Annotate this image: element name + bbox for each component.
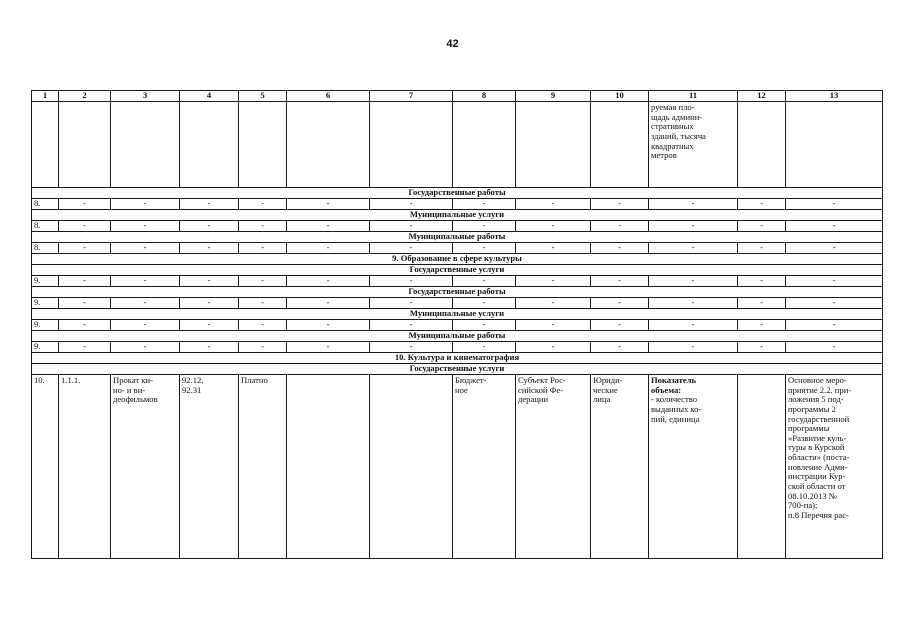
section-heading: Муниципальные услуги (32, 309, 883, 320)
dash-cell: - (649, 199, 738, 210)
dash-cell: - (239, 199, 287, 210)
section-heading-row (32, 331, 883, 342)
dash-cell: - (287, 298, 370, 309)
table-cell (59, 102, 111, 188)
dash-cell: - (738, 320, 786, 331)
dash-cell: - (738, 342, 786, 353)
okved-codes: 92.12, 92.31 (180, 375, 239, 559)
dash-cell: - (287, 199, 370, 210)
dash-cell: - (591, 276, 649, 287)
dash-cell: - (738, 298, 786, 309)
section-heading-row (32, 364, 883, 375)
dash-cell: - (180, 276, 239, 287)
header-cell: 9 (516, 91, 591, 102)
dash-cell: - (239, 342, 287, 353)
section-heading: Муниципальные работы (32, 232, 883, 243)
header-cell: 12 (738, 91, 786, 102)
table-row (32, 375, 883, 559)
table-row (32, 276, 883, 287)
service-name: Прокат ки- но- и ви- деофильмов (111, 375, 180, 559)
section-heading-row (32, 265, 883, 276)
table-row (32, 199, 883, 210)
dash-cell: - (649, 320, 738, 331)
section-heading-row (32, 188, 883, 199)
section-heading: 9. Образование в сфере культуры (32, 254, 883, 265)
dash-cell: - (111, 342, 180, 353)
section-heading: Государственные услуги (32, 364, 883, 375)
table-cell (738, 102, 786, 188)
provider: Субъект Рос- сийской Фе- дерации (516, 375, 591, 559)
dash-cell: - (370, 342, 453, 353)
services-table (31, 90, 883, 559)
header-cell: 1 (32, 91, 59, 102)
dash-cell: - (591, 199, 649, 210)
dash-cell: - (180, 342, 239, 353)
row-number: 9. (32, 276, 59, 287)
table-cell (239, 102, 287, 188)
dash-cell: - (516, 199, 591, 210)
table-cell (180, 102, 239, 188)
dash-cell: - (111, 298, 180, 309)
dash-cell: - (649, 342, 738, 353)
dash-cell: - (111, 221, 180, 232)
dash-cell: - (111, 276, 180, 287)
indicator-body: - количество выданных ко- пий, единица (651, 394, 702, 424)
section-heading-row (32, 232, 883, 243)
dash-cell: - (59, 243, 111, 254)
dash-cell: - (516, 243, 591, 254)
dash-cell: - (786, 298, 883, 309)
dash-cell: - (453, 276, 516, 287)
section-heading-row (32, 353, 883, 364)
header-cell: 6 (287, 91, 370, 102)
table-row (32, 221, 883, 232)
dash-cell: - (287, 342, 370, 353)
table-row (32, 342, 883, 353)
dash-cell: - (591, 298, 649, 309)
dash-cell: - (786, 276, 883, 287)
dash-cell: - (786, 199, 883, 210)
dash-cell: - (516, 342, 591, 353)
dash-cell: - (453, 342, 516, 353)
consumers: Юриди- ческие лица (591, 375, 649, 559)
page-number: 42 (446, 38, 459, 50)
indicator-cell (649, 375, 738, 559)
section-heading-row (32, 287, 883, 298)
row-number: 8. (32, 243, 59, 254)
table-cell (111, 102, 180, 188)
dash-cell: - (59, 320, 111, 331)
header-cell: 10 (591, 91, 649, 102)
dash-cell: - (738, 221, 786, 232)
table-cell (370, 375, 453, 559)
dash-cell: - (59, 199, 111, 210)
dash-cell: - (287, 221, 370, 232)
funding-type: Бюджет- ное (453, 375, 516, 559)
dash-cell: - (239, 221, 287, 232)
dash-cell: - (370, 199, 453, 210)
section-heading: Муниципальные работы (32, 331, 883, 342)
dash-cell: - (180, 221, 239, 232)
section-heading: 10. Культура и кинематография (32, 353, 883, 364)
dash-cell: - (786, 243, 883, 254)
dash-cell: - (649, 243, 738, 254)
section-heading: Государственные работы (32, 188, 883, 199)
dash-cell: - (59, 276, 111, 287)
dash-cell: - (738, 243, 786, 254)
dash-cell: - (453, 199, 516, 210)
dash-cell: - (59, 221, 111, 232)
item-code: 1.1.1. (59, 375, 111, 559)
table-cell (453, 102, 516, 188)
dash-cell: - (516, 320, 591, 331)
dash-cell: - (370, 298, 453, 309)
dash-cell: - (111, 243, 180, 254)
dash-cell: - (453, 320, 516, 331)
row-number: 10. (32, 375, 59, 559)
table-row (32, 320, 883, 331)
section-heading: Государственные работы (32, 287, 883, 298)
table-row (32, 243, 883, 254)
dash-cell: - (287, 320, 370, 331)
dash-cell: - (287, 243, 370, 254)
row-number: 9. (32, 342, 59, 353)
table-cell (738, 375, 786, 559)
header-row (32, 91, 883, 102)
dash-cell: - (453, 298, 516, 309)
header-cell: 11 (649, 91, 738, 102)
dash-cell: - (649, 298, 738, 309)
row-number: 9. (32, 320, 59, 331)
table-row (32, 298, 883, 309)
header-cell: 13 (786, 91, 883, 102)
dash-cell: - (516, 298, 591, 309)
dash-cell: - (59, 298, 111, 309)
dash-cell: - (786, 342, 883, 353)
dash-cell: - (239, 298, 287, 309)
dash-cell: - (786, 221, 883, 232)
table-cell (287, 102, 370, 188)
dash-cell: - (111, 199, 180, 210)
header-cell: 3 (111, 91, 180, 102)
dash-cell: - (591, 243, 649, 254)
table-cell (370, 102, 453, 188)
dash-cell: - (738, 276, 786, 287)
dash-cell: - (649, 276, 738, 287)
header-cell: 7 (370, 91, 453, 102)
row-number: 9. (32, 298, 59, 309)
dash-cell: - (239, 320, 287, 331)
continuation-row (32, 102, 883, 188)
header-cell: 8 (453, 91, 516, 102)
table-cell (32, 102, 59, 188)
dash-cell: - (239, 276, 287, 287)
dash-cell: - (370, 221, 453, 232)
section-heading: Государственные услуги (32, 265, 883, 276)
header-cell: 4 (180, 91, 239, 102)
dash-cell: - (239, 243, 287, 254)
dash-cell: - (516, 221, 591, 232)
dash-cell: - (591, 320, 649, 331)
dash-cell: - (180, 243, 239, 254)
section-heading-row (32, 254, 883, 265)
dash-cell: - (370, 320, 453, 331)
dash-cell: - (180, 199, 239, 210)
row-number: 8. (32, 221, 59, 232)
section-heading-row (32, 309, 883, 320)
table-cell (591, 102, 649, 188)
dash-cell: - (453, 243, 516, 254)
dash-cell: - (591, 342, 649, 353)
row-number: 8. (32, 199, 59, 210)
payment-type: Платно (239, 375, 287, 559)
header-cell: 5 (239, 91, 287, 102)
dash-cell: - (287, 276, 370, 287)
legal-basis: Основное меро- приятие 2.2. при- ложения 5 под- программы 2 государственной программы «Развитие куль- туры в Курской области» (поста- новление Адми- нистрации Кур- ской области от 08.10.2013 № 700-па); п.8 Перечня рас- (786, 375, 883, 559)
dash-cell: - (370, 243, 453, 254)
dash-cell: - (180, 320, 239, 331)
indicator-cell: руемая пло- щадь админи- стративных зданий, тысяча квадратных метров (649, 102, 738, 188)
table-cell (287, 375, 370, 559)
dash-cell: - (370, 276, 453, 287)
dash-cell: - (180, 298, 239, 309)
section-heading: Муниципальные услуги (32, 210, 883, 221)
dash-cell: - (111, 320, 180, 331)
header-cell: 2 (59, 91, 111, 102)
dash-cell: - (738, 199, 786, 210)
dash-cell: - (516, 276, 591, 287)
dash-cell: - (786, 320, 883, 331)
dash-cell: - (649, 221, 738, 232)
dash-cell: - (453, 221, 516, 232)
section-heading-row (32, 210, 883, 221)
indicator-title: Показатель объема: (651, 375, 697, 395)
table-cell (786, 102, 883, 188)
dash-cell: - (59, 342, 111, 353)
dash-cell: - (591, 221, 649, 232)
table-cell (516, 102, 591, 188)
